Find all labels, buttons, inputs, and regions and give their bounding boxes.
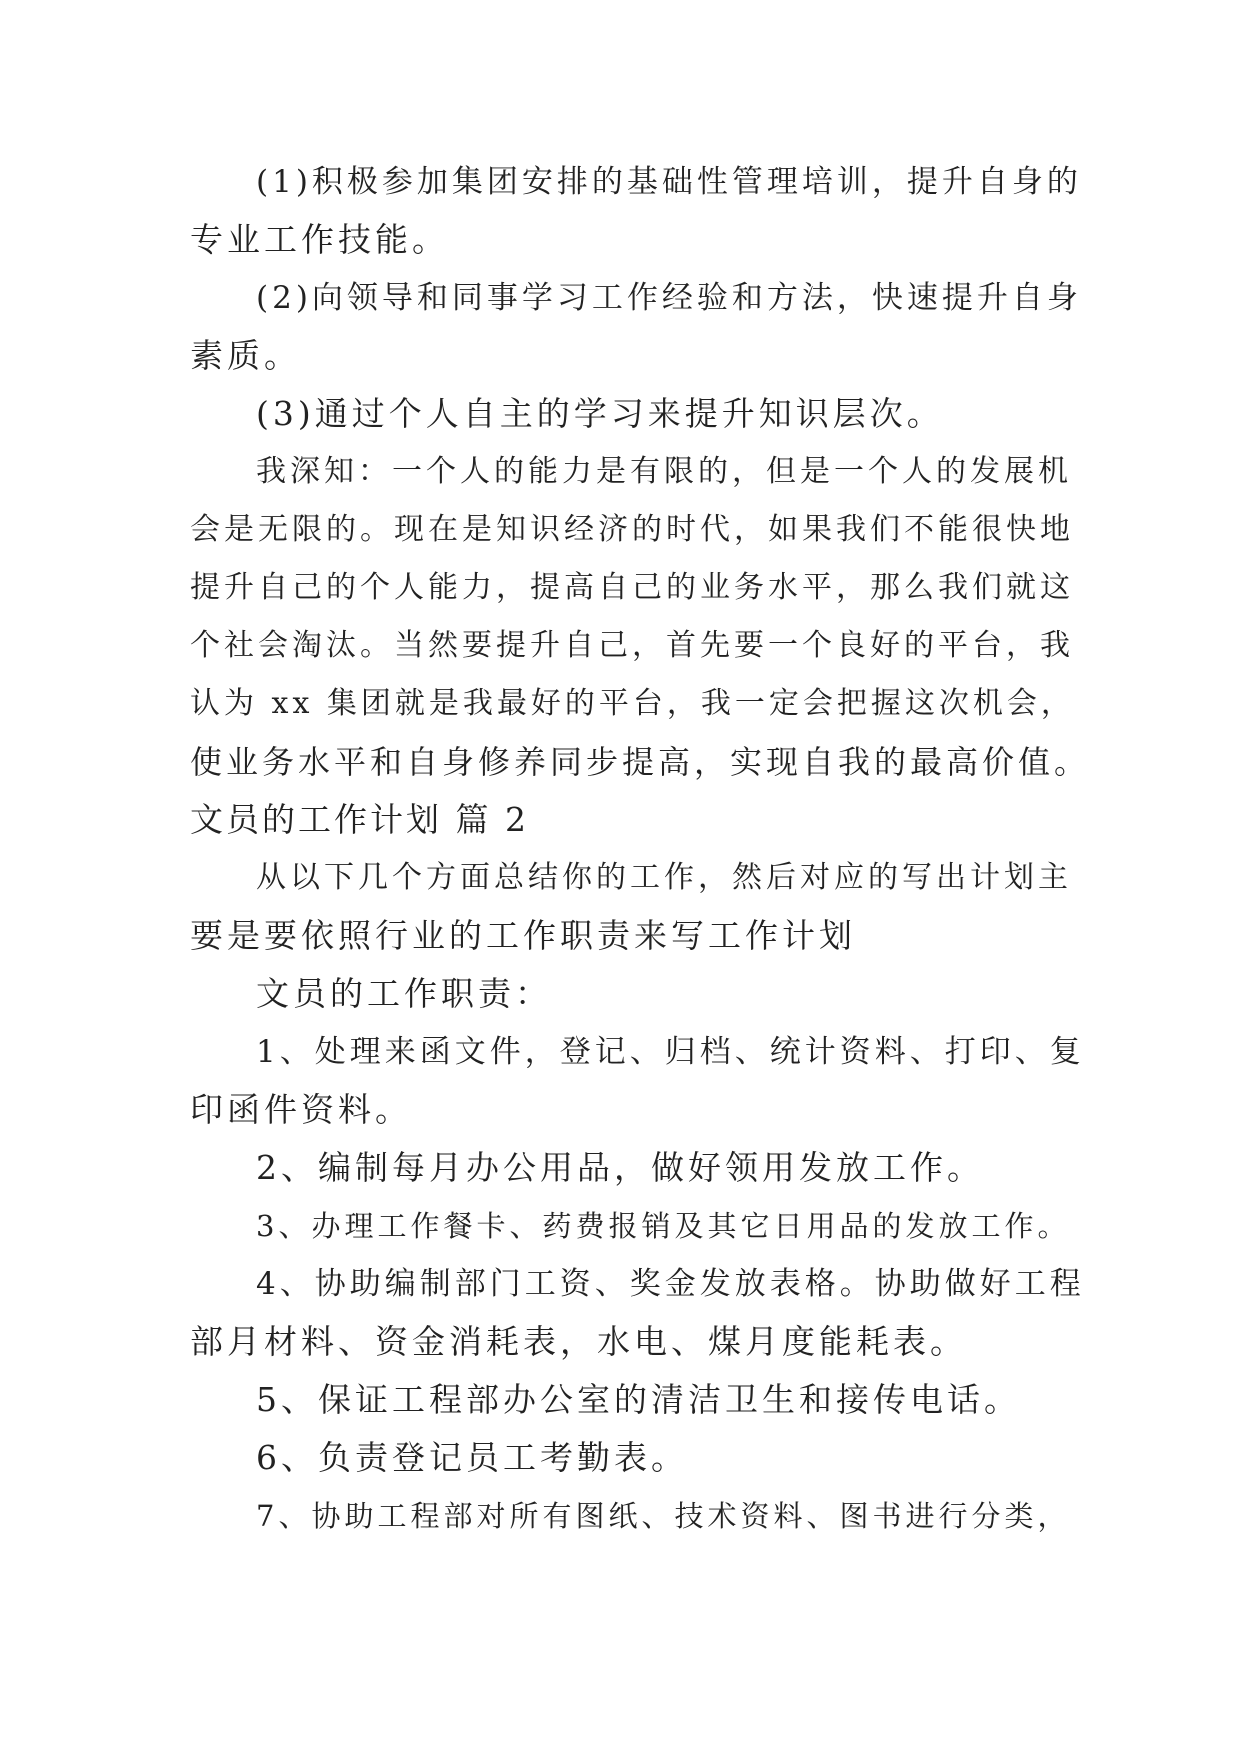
list-item-line: 部月材料、资金消耗表，水电、煤月度能耗表。 <box>190 1322 967 1361</box>
list-item-line: 2、编制每月办公用品，做好领用发放工作。 <box>256 1148 984 1187</box>
list-item-line: 5、保证工程部办公室的清洁卫生和接传电话。 <box>256 1380 1021 1419</box>
paragraph-line: 会是无限的。现在是知识经济的时代，如果我们不能很快地 <box>190 512 1074 547</box>
list-item-line: 6、负责登记员工考勤表。 <box>256 1438 688 1477</box>
list-item-line: 7、协助工程部对所有图纸、技术资料、图书进行分类， <box>256 1499 1071 1533</box>
paragraph-line: 个社会淘汰。当然要提升自己，首先要一个良好的平台，我 <box>190 628 1074 663</box>
paragraph-line: (1)积极参加集团安排的基础性管理培训，提升自身的 <box>256 164 1082 200</box>
paragraph-line: 提升自己的个人能力，提高自己的业务水平，那么我们就这 <box>190 570 1074 605</box>
list-item-line: 印函件资料。 <box>190 1090 412 1129</box>
paragraph-line: (3)通过个人自主的学习来提升知识层次。 <box>256 394 944 433</box>
section-heading: 文员的工作计划 篇 2 <box>190 800 529 839</box>
paragraph-line: 素质。 <box>190 336 301 375</box>
paragraph-line: 从以下几个方面总结你的工作，然后对应的写出计划主 <box>256 860 1072 895</box>
paragraph-line: 使业务水平和自身修养同步提高，实现自我的最高价值。 <box>190 743 1091 781</box>
paragraph-line: (2)向领导和同事学习工作经验和方法，快速提升自身 <box>256 280 1082 316</box>
list-item-line: 3、办理工作餐卡、药费报销及其它日用品的发放工作。 <box>256 1209 1071 1243</box>
paragraph-line: 专业工作技能。 <box>190 220 449 259</box>
list-item-line: 1、处理来函文件，登记、归档、统计资料、打印、复 <box>256 1034 1085 1070</box>
paragraph-line: 要是要依照行业的工作职责来写工作计划 <box>190 916 856 955</box>
list-item-line: 4、协助编制部门工资、奖金发放表格。协助做好工程 <box>256 1266 1085 1302</box>
paragraph-line: 我深知：一个人的能力是有限的，但是一个人的发展机 <box>256 454 1072 489</box>
paragraph-line: 文员的工作职责： <box>256 974 552 1013</box>
paragraph-line: 认为 xx 集团就是我最好的平台，我一定会把握这次机会， <box>190 686 1075 721</box>
